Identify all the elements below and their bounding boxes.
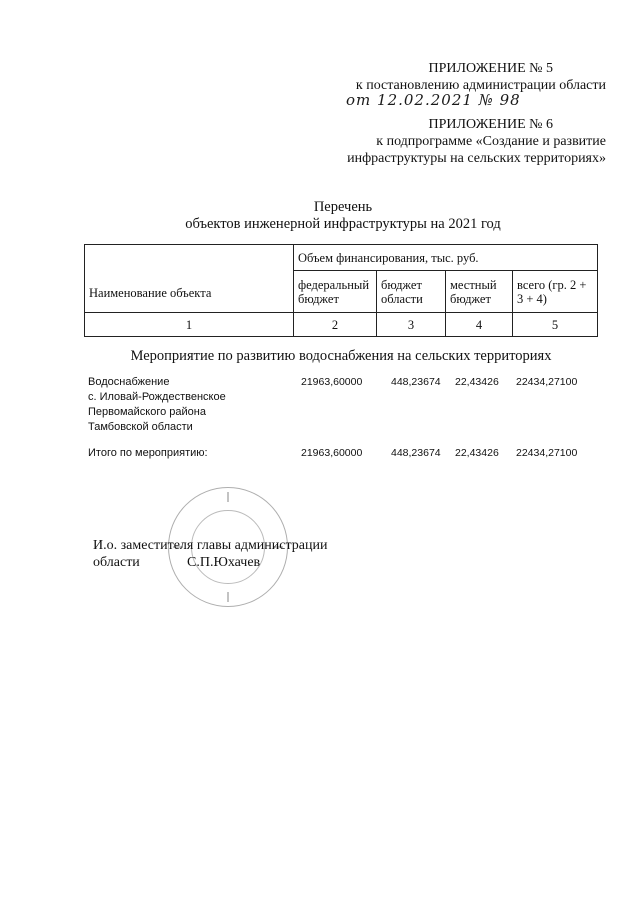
header-federal-budget: федеральный бюджет <box>294 271 377 313</box>
handwritten-date-number: от 12.02.2021 № 98 <box>346 91 521 109</box>
row-total: 22434,27100 <box>516 376 578 388</box>
totals-row <box>88 446 608 464</box>
row-regional: 448,23674 <box>391 376 441 388</box>
header-regional-budget: бюджет области <box>377 271 446 313</box>
header-funding: Объем финансирования, тыс. руб. <box>294 245 598 271</box>
totals-local: 22,43426 <box>455 447 499 459</box>
totals-federal: 21963,60000 <box>301 447 363 459</box>
appendix-6-label: ПРИЛОЖЕНИЕ № 6 <box>428 117 553 132</box>
totals-total: 22434,27100 <box>516 447 578 459</box>
header-total: всего (гр. 2 + 3 + 4) <box>513 271 598 313</box>
signature-org: области <box>93 555 140 570</box>
colnum-5: 5 <box>513 313 598 337</box>
section-title: Мероприятие по развитию водоснабжения на сельских территориях <box>130 348 552 364</box>
signature-name: С.П.Юхачев <box>187 555 261 570</box>
signature-position: И.о. заместителя главы администрации <box>93 538 328 553</box>
totals-regional: 448,23674 <box>391 447 441 459</box>
document-subtitle: объектов инженерной инфраструктуры на 2021 год <box>185 216 501 232</box>
row-federal: 21963,60000 <box>301 376 363 388</box>
colnum-3: 3 <box>377 313 446 337</box>
appendix-5-label: ПРИЛОЖЕНИЕ № 5 <box>428 61 553 76</box>
colnum-4: 4 <box>446 313 513 337</box>
header-object-name: Наименование объекта <box>85 245 294 313</box>
table-row <box>88 375 608 437</box>
row-local: 22,43426 <box>455 376 499 388</box>
row-object-name: Водоснабжение с. Иловай-Рождественское Первомайского района Тамбовской области <box>88 376 226 433</box>
subprogram-line-2: инфраструктуры на сельских территориях» <box>347 151 606 166</box>
document-title: Перечень <box>313 199 373 215</box>
resolution-reference: к постановлению администрации области <box>355 78 606 93</box>
totals-label: Итого по мероприятию: <box>88 447 208 459</box>
funding-table <box>84 244 598 337</box>
subprogram-line-1: к подпрограмме «Создание и развитие <box>376 134 606 149</box>
colnum-2: 2 <box>294 313 377 337</box>
colnum-1: 1 <box>85 313 294 337</box>
header-local-budget: местный бюджет <box>446 271 513 313</box>
